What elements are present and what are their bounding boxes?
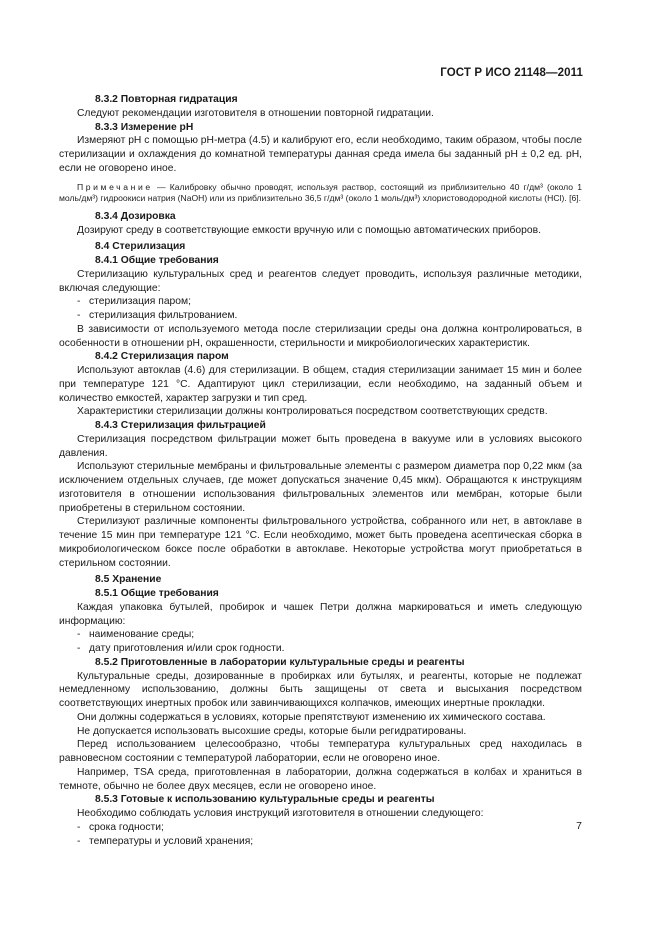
section-number: 8.4.2 xyxy=(95,351,118,363)
paragraph: Следуют рекомендации изготовителя в отношении повторной гидратации. xyxy=(77,107,434,119)
paragraph: Не допускается использовать высохшие среды, которые были регидратированы. xyxy=(77,725,467,737)
section-heading xyxy=(59,210,582,224)
paragraph: Используют автоклав (4.6) для стерилизации. В общем, стадия стерилизации занимает 15 мин и более при температуре 121 °С. Адаптируют цикл стерилизации, если необходимо, на заданный объем и количество емкостей, характер загрузки и тип сред. xyxy=(59,365,582,404)
section-number: 8.4.3 xyxy=(95,420,118,432)
section-heading xyxy=(59,240,582,254)
list-item xyxy=(59,642,582,656)
document-header: ГОСТ Р ИСО 21148—2011 xyxy=(440,67,583,79)
section-number: 8.5.2 xyxy=(95,656,118,668)
section-title: Повторная гидратация xyxy=(120,94,238,105)
section-title: Общие требования xyxy=(120,255,219,267)
paragraph: Стерилизацию культуральных сред и реагентов следует проводить, используя различные методики, включая следующие: xyxy=(59,268,582,294)
section-title: Стерилизация фильтрацией xyxy=(120,420,266,432)
section-heading xyxy=(59,573,582,587)
section-heading xyxy=(59,93,582,107)
section-number: 8.5.3 xyxy=(95,794,118,806)
list-bullet: - xyxy=(77,643,81,655)
section-number: 8.5.1 xyxy=(95,588,118,600)
list-bullet: - xyxy=(77,821,81,833)
paragraph: В зависимости от используемого метода после стерилизации среды она должна контролироваться, в особенности в отношении рН, окрашенности, стерильности и микробиологических характеристик. xyxy=(59,323,582,349)
list-bullet: - xyxy=(77,629,81,641)
paragraph: Характеристики стерилизации должны контролироваться посредством соответствующих средств. xyxy=(77,406,548,418)
section-heading xyxy=(59,121,582,135)
note-label: Примечание xyxy=(77,181,153,192)
section-title: Приготовленные в лаборатории культуральные среды и реагенты xyxy=(120,656,465,668)
list-bullet: - xyxy=(77,296,81,308)
section-title: Хранение xyxy=(112,574,162,586)
page-number: 7 xyxy=(576,820,582,832)
paragraph: Стерилизация посредством фильтрации может быть проведена в вакууме или в условиях высокого давления. xyxy=(59,433,582,459)
section-title: Готовые к использованию культуральные среды и реагенты xyxy=(120,794,435,806)
list-bullet: - xyxy=(77,835,81,847)
paragraph: Каждая упаковка бутылей, пробирок и чашек Петри должна маркироваться и иметь следующую информацию: xyxy=(59,601,582,627)
list-item-text: дату приготовления и/или срок годности. xyxy=(89,643,285,655)
section-heading xyxy=(59,419,582,433)
paragraph: Дозируют среду в соответствующие емкости вручную или с помощью автоматических приборов. xyxy=(77,224,541,236)
list-item-text: стерилизация фильтрованием. xyxy=(89,310,238,322)
section-number: 8.3.3 xyxy=(95,121,118,133)
paragraph: Они должны содержаться в условиях, которые препятствуют изменению их химического состава. xyxy=(77,711,546,723)
list-item xyxy=(59,628,582,642)
list-item xyxy=(59,309,582,323)
paragraph: Например, TSA среда, приготовленная в лаборатории, должна содержаться в колбах и храниться в темноте, обычно не более двух месяцев, если не оговорено иное. xyxy=(59,766,582,792)
section-title: Стерилизация паром xyxy=(120,351,229,363)
paragraph: Измеряют рН с помощью рН-метра (4.5) и калибруют его, если необходимо, таким образом, чтобы после стерилизации и охлаждения до комнатной температуры данная среда имела бы заданный рН ± 0,2 ед. рН, если не оговорено иное. xyxy=(59,135,582,174)
paragraph: Используют стерильные мембраны и фильтровальные элементы с размером диаметра пор 0,22 мкм (за исключением отдельных случаев, где может допускаться значение 0,45 мкм). Обращаются к инструкциям изготовителя в отношении использования фильтровальных элементов или мембран, которые были приобретены в стерильном состоянии. xyxy=(59,461,582,514)
section-title: Измерение рН xyxy=(120,121,194,133)
list-item-text: срока годности; xyxy=(89,821,164,833)
section-title: Общие требования xyxy=(120,588,219,600)
note-text: — Калибровку обычно проводят, используя раствор, состоящий из приблизительно 40 г/дм³ (около 1 моль/дм³) гидроокиси натрия (NaOH) или из приблизительно 36,5 г/дм³ (около 1 моль/дм³) хлористоводородной кислоты (HCl). [6]. xyxy=(59,181,582,203)
section-title: Стерилизация xyxy=(112,241,186,253)
section-heading xyxy=(59,350,582,364)
paragraph: Необходимо соблюдать условия инструкций изготовителя в отношении следующего: xyxy=(77,808,484,820)
document-body xyxy=(59,93,582,848)
paragraph: Перед использованием целесообразно, чтобы температура культуральных сред находилась в равновесном состоянии с температурой лаборатории, если не оговорено иное. xyxy=(59,739,582,765)
paragraph: Культуральные среды, дозированные в пробирках или бутылях, и реагенты, которые не подлежат немедленному использованию, должны быть защищены от света и высыхания посредством соответствующих инертных пробок или завинчивающихся колпачков, имеющих инертные прокладки. xyxy=(59,670,582,710)
section-number: 8.3.2 xyxy=(95,94,118,105)
list-item xyxy=(59,821,582,835)
section-heading xyxy=(59,587,582,601)
section-title: Дозировка xyxy=(120,210,176,222)
list-bullet: - xyxy=(77,310,81,322)
section-number: 8.3.4 xyxy=(95,210,118,222)
section-heading xyxy=(59,656,582,670)
list-item xyxy=(59,295,582,309)
list-item-text: наименование среды; xyxy=(89,629,195,641)
section-heading xyxy=(59,254,582,268)
section-number: 8.4 xyxy=(95,241,110,253)
note xyxy=(59,182,582,204)
list-item-text: стерилизация паром; xyxy=(89,296,191,308)
list-item-text: температуры и условий хранения; xyxy=(89,835,254,847)
section-number: 8.5 xyxy=(95,574,110,586)
paragraph: Стерилизуют различные компоненты фильтровального устройства, собранного или нет, в автоклаве в течение 15 мин при температуре 121 °С. Если необходимо, может быть проведена асептическая сборка в микробиологическом боксе после обработки в автоклаве. Некоторые устройства могут приобретаться в стерильном состоянии. xyxy=(59,516,582,569)
section-number: 8.4.1 xyxy=(95,255,118,267)
section-heading xyxy=(59,793,582,807)
list-item xyxy=(59,835,582,849)
